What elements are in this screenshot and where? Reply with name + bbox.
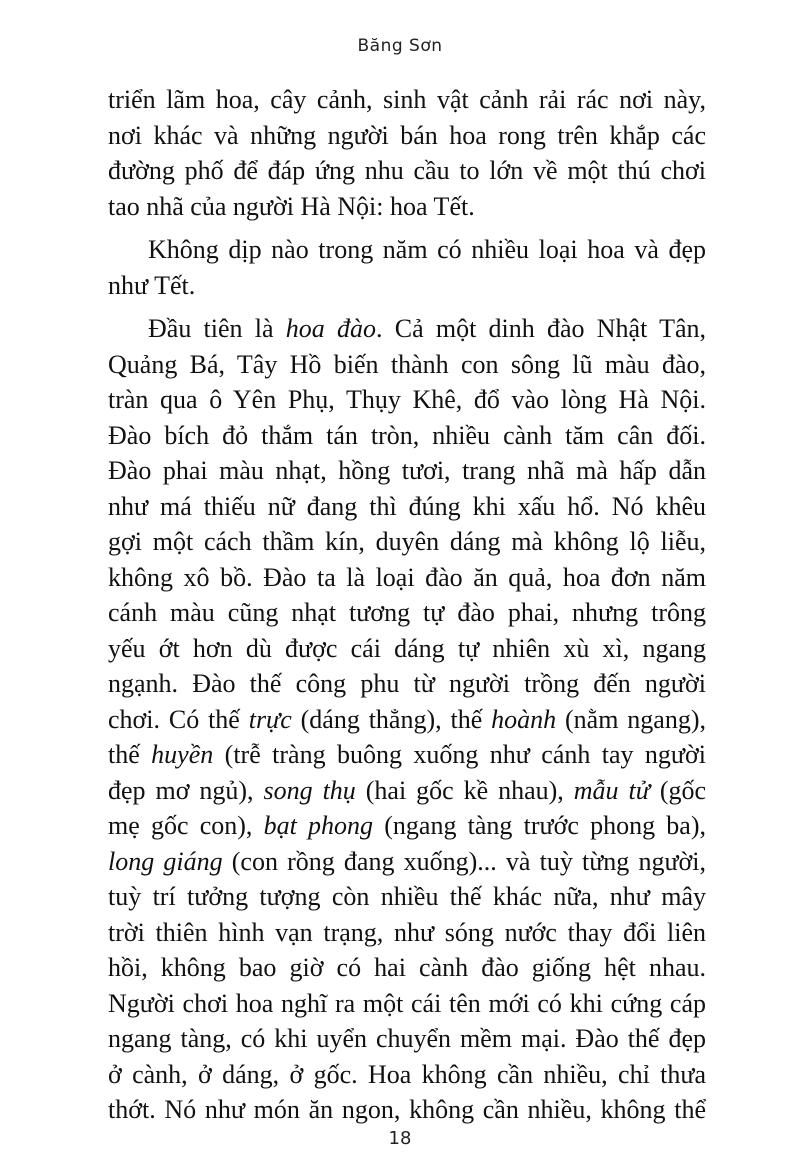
text-line — [108, 118, 706, 154]
text-line — [108, 702, 706, 738]
text-segment: (nằm ngang), — [556, 704, 706, 734]
text-segment: (con rồng đang xuống)... và tuỳ từng người, — [222, 846, 707, 876]
italic-term: song thụ — [263, 775, 356, 805]
text-segment: tràn qua ô Yên Phụ, Thụy Khê, đổ vào lòng Hà Nội. — [108, 385, 706, 414]
paragraph — [108, 232, 706, 303]
text-line — [108, 986, 706, 1022]
text-line — [108, 232, 706, 268]
text-line — [108, 1057, 706, 1093]
text-segment: Quảng Bá, Tây Hồ biến thành con sông lũ màu đào, — [108, 349, 706, 379]
text-segment: Không dịp nào trong năm có nhiều loại hoa và đẹp — [148, 235, 706, 264]
text-line — [108, 153, 706, 189]
text-segment: tuỳ trí tưởng tượng còn nhiều thế khác nữa, như mây — [108, 882, 706, 911]
paragraph — [108, 311, 706, 1128]
italic-term: bạt phong — [263, 811, 374, 840]
text-line — [108, 560, 706, 596]
text-line — [108, 189, 706, 225]
text-segment: (ngang tàng trước phong ba), — [373, 811, 706, 840]
text-segment: Đầu tiên là — [148, 314, 286, 343]
text-line — [108, 879, 706, 915]
italic-term: mẫu tử — [573, 775, 650, 805]
text-segment: như Tết. — [108, 270, 196, 300]
text-segment: không xô bồ. Đào ta là loại đào ăn quả, hoa đơn năm — [108, 562, 706, 592]
text-segment: (trễ tràng buông xuống như cánh tay người — [213, 740, 706, 769]
text-segment: hồi, không bao giờ có hai cành đào giống hệt nhau. — [108, 953, 706, 982]
running-header: Băng Sơn — [357, 36, 443, 56]
text-line — [108, 595, 706, 631]
italic-term: trực — [248, 704, 292, 734]
text-line — [108, 453, 706, 489]
text-segment: Người chơi hoa nghĩ ra một cái tên mới có khi cứng cáp — [108, 988, 706, 1018]
text-line — [108, 844, 706, 880]
italic-term: hoành — [491, 704, 557, 734]
text-line — [108, 524, 706, 560]
text-line — [108, 773, 706, 809]
text-line — [108, 808, 706, 844]
text-line — [108, 82, 706, 118]
text-segment: như má thiếu nữ đang thì đúng khi xấu hổ. Nó khêu — [108, 491, 706, 521]
italic-term: huyền — [151, 740, 214, 769]
text-line — [108, 268, 706, 304]
text-segment: chơi. Có thế — [108, 704, 249, 734]
italic-term: hoa đào — [285, 314, 377, 343]
text-segment: (dáng thẳng), thế — [291, 704, 492, 734]
text-segment: Đào phai màu nhạt, hồng tươi, trang nhã mà hấp dẫn — [108, 456, 706, 485]
text-segment: tao nhã của người Hà Nội: hoa Tết. — [108, 191, 475, 221]
text-segment: yếu ớt hơn dù được cái dáng tự nhiên xù xì, ngang — [108, 633, 706, 663]
text-segment: đẹp mơ ngủ), — [108, 775, 264, 805]
text-line — [108, 382, 706, 418]
text-segment: đường phố để đáp ứng nhu cầu to lớn về một thú chơi — [108, 156, 706, 185]
page-number: 18 — [388, 1128, 412, 1149]
text-line — [108, 1021, 706, 1057]
text-segment: . Cả một dinh đào Nhật Tân, — [376, 314, 706, 343]
text-segment: trời thiên hình vạn trạng, như sóng nước thay đổi liên — [108, 917, 706, 947]
text-line — [108, 915, 706, 951]
text-segment: ngang tàng, có khi uyển chuyển mềm mại. Đào thế đẹp — [108, 1024, 706, 1053]
text-line — [108, 737, 706, 773]
text-line — [108, 311, 706, 347]
text-line — [108, 489, 706, 525]
text-line — [108, 666, 706, 702]
text-segment: thế — [108, 740, 152, 769]
text-line — [108, 631, 706, 667]
text-segment: (hai gốc kề nhau), — [355, 775, 574, 805]
italic-term: long giáng — [108, 846, 223, 876]
text-segment: Đào bích đỏ thắm tán tròn, nhiều cành tăm cân đối. — [108, 420, 706, 450]
text-segment: triển lãm hoa, cây cảnh, sinh vật cảnh rải rác nơi này, — [108, 85, 706, 114]
page-body — [108, 82, 706, 1136]
text-line — [108, 418, 706, 454]
text-segment: thớt. Nó như món ăn ngon, không cần nhiều, không thể — [108, 1095, 706, 1124]
paragraph — [108, 82, 706, 224]
text-segment: nơi khác và những người bán hoa rong trên khắp các — [108, 120, 706, 150]
text-segment: gợi một cách thầm kín, duyên dáng mà không lộ liễu, — [108, 527, 706, 556]
text-segment: mẹ gốc con), — [108, 811, 264, 840]
text-line — [108, 1092, 706, 1128]
text-segment: ở cành, ở dáng, ở gốc. Hoa không cần nhiều, chỉ thưa — [108, 1059, 706, 1089]
text-line — [108, 950, 706, 986]
text-segment: ngạnh. Đào thế công phu từ người trồng đến người — [108, 669, 706, 698]
text-line — [108, 347, 706, 383]
text-segment: (gốc — [649, 775, 707, 805]
text-segment: cánh màu cũng nhạt tương tự đào phai, nhưng trông — [108, 598, 706, 627]
